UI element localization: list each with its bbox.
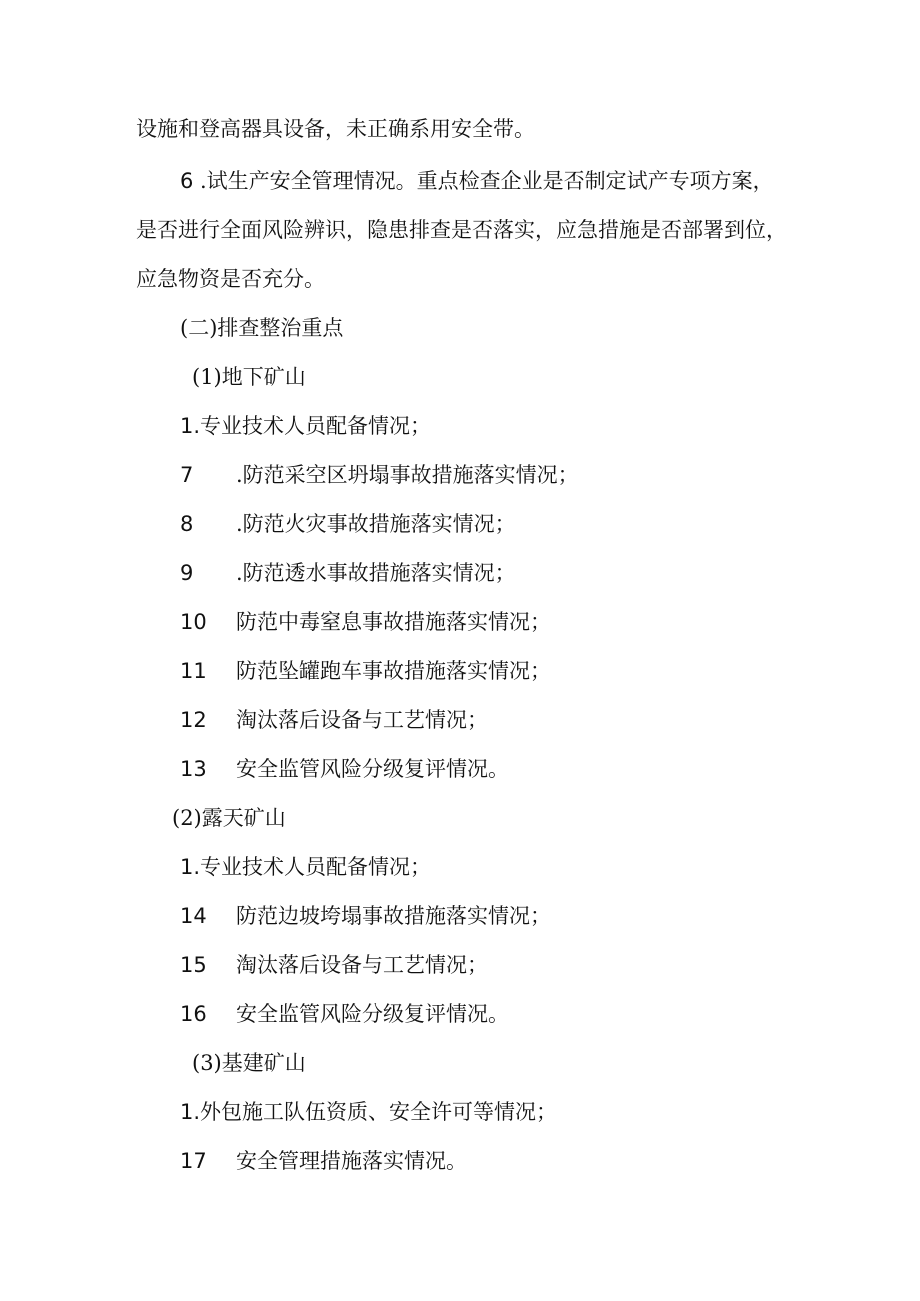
item-number: 9 bbox=[180, 561, 194, 585]
item-text: .试生产安全管理情况。重点检查企业是否制定试产专项方案， bbox=[200, 169, 774, 193]
item-text: 外包施工队伍资质、安全许可等情况； bbox=[200, 1100, 558, 1124]
list-item bbox=[180, 901, 551, 931]
item-number: 1. bbox=[180, 1100, 201, 1124]
section-title: (二)排查整治重点 bbox=[180, 316, 344, 340]
list-item bbox=[180, 999, 509, 1029]
item-text: .防范火灾事故措施落实情况； bbox=[236, 512, 516, 536]
item-number: 16 bbox=[180, 1002, 207, 1026]
list-item bbox=[180, 460, 579, 490]
item-text: 安全管理措施落实情况。 bbox=[236, 1149, 467, 1173]
item-text: 淘汰落后设备与工艺情况； bbox=[236, 953, 488, 977]
list-item bbox=[180, 656, 551, 686]
list-item bbox=[180, 705, 488, 735]
item-text: 淘汰落后设备与工艺情况； bbox=[236, 708, 488, 732]
item-number: 1. bbox=[180, 414, 201, 438]
item-number: 15 bbox=[180, 953, 207, 977]
item-text: 防范中毒窒息事故措施落实情况； bbox=[236, 610, 551, 634]
list-item bbox=[180, 852, 431, 882]
item-number: 13 bbox=[180, 757, 207, 781]
item-text: 专业技术人员配备情况； bbox=[200, 414, 432, 438]
item-text: .防范透水事故措施落实情况； bbox=[236, 561, 516, 585]
item-number: 11 bbox=[180, 659, 207, 683]
list-item bbox=[180, 607, 551, 637]
item-number: 8 bbox=[180, 512, 194, 536]
item-text: 防范边坡垮塌事故措施落实情况； bbox=[236, 904, 551, 928]
item-number: 14 bbox=[180, 904, 207, 928]
list-item bbox=[180, 1146, 467, 1176]
subsection-heading: (1)地下矿山 bbox=[192, 365, 306, 389]
paragraph-line: 应急物资是否充分。 bbox=[136, 267, 325, 291]
item-number: 1. bbox=[180, 855, 201, 879]
item-text: .防范采空区坍塌事故措施落实情况； bbox=[236, 463, 579, 487]
paragraph-line bbox=[180, 166, 774, 196]
item-number: 6 bbox=[180, 169, 194, 193]
item-text: 专业技术人员配备情况； bbox=[200, 855, 432, 879]
item-number: 12 bbox=[180, 708, 207, 732]
paragraph-line: 是否进行全面风险辨识，隐患排查是否落实，应急措施是否部署到位， bbox=[136, 218, 787, 242]
list-item bbox=[180, 950, 488, 980]
list-item bbox=[180, 754, 509, 784]
subsection-heading: (2)露天矿山 bbox=[172, 806, 286, 830]
item-text: 安全监管风险分级复评情况。 bbox=[236, 1002, 509, 1026]
list-item bbox=[180, 1097, 557, 1127]
item-number: 17 bbox=[180, 1149, 207, 1173]
subsection-heading: (3)基建矿山 bbox=[192, 1051, 306, 1075]
item-text: 防范坠罐跑车事故措施落实情况； bbox=[236, 659, 551, 683]
item-text: 安全监管风险分级复评情况。 bbox=[236, 757, 509, 781]
list-item bbox=[180, 509, 516, 539]
list-item bbox=[180, 558, 516, 588]
item-number: 10 bbox=[180, 610, 207, 634]
paragraph-line: 设施和登高器具设备，未正确系用安全带。 bbox=[136, 117, 535, 141]
list-item bbox=[180, 411, 431, 441]
item-number: 7 bbox=[180, 463, 194, 487]
